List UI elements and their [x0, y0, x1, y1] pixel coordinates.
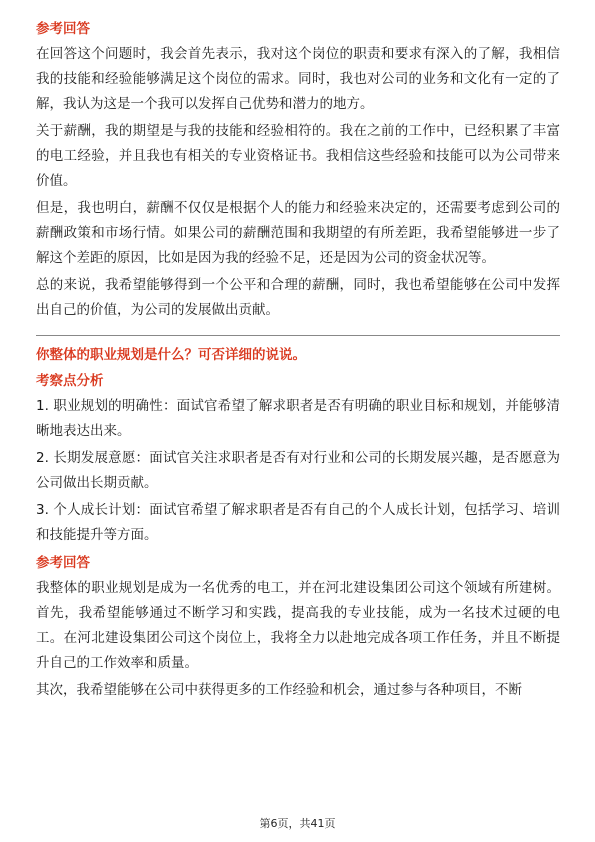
analysis-item: 1. 职业规划的明确性：面试官希望了解求职者是否有明确的职业目标和规划，并能够清晰地表达出来。	[36, 398, 560, 439]
answer-paragraph: 但是，我也明白，薪酬不仅仅是根据个人的能力和经验来决定的，还需要考虑到公司的薪酬政策和市场行情。如果公司的薪酬范围和我期望的有所差距，我希望能够进一步了解这个差距的原因，比如是因为我的经验不足，还是因为公司的资金状况等。	[36, 200, 560, 266]
analysis-item: 2. 长期发展意愿：面试官关注求职者是否有对行业和公司的长期发展兴趣，是否愿意为公司做出长期贡献。	[36, 450, 560, 491]
answer-paragraph: 其次，我希望能够在公司中获得更多的工作经验和机会，通过参与各种项目，不断	[36, 682, 522, 698]
answer-paragraph: 在回答这个问题时，我会首先表示，我对这个岗位的职责和要求有深入的了解，我相信我的技能和经验能够满足这个岗位的需求。同时，我也对公司的业务和文化有一定的了解，我认为这是一个我可以发挥自己优势和潜力的地方。	[36, 46, 560, 112]
answer-paragraph: 总的来说，我希望能够得到一个公平和合理的薪酬，同时，我也希望能够在公司中发挥出自己的价值，为公司的发展做出贡献。	[36, 277, 560, 318]
page-number: 第6页，共41页	[259, 817, 336, 830]
reference-answer-heading: 参考回答	[36, 555, 90, 571]
question-title: 你整体的职业规划是什么？可否详细的说说。	[36, 347, 306, 363]
analysis-heading: 考察点分析	[36, 373, 104, 389]
document-page	[36, 14, 560, 705]
section-divider	[36, 335, 560, 336]
reference-answer-heading: 参考回答	[36, 21, 90, 37]
answer-paragraph: 关于薪酬，我的期望是与我的技能和经验相符的。我在之前的工作中，已经积累了丰富的电工经验，并且我也有相关的专业资格证书。我相信这些经验和技能可以为公司带来价值。	[36, 123, 560, 189]
answer-paragraph: 我整体的职业规划是成为一名优秀的电工，并在河北建设集团公司这个领域有所建树。首先，我希望能够通过不断学习和实践，提高我的专业技能，成为一名技术过硬的电工。在河北建设集团公司这个岗位上，我将全力以赴地完成各项工作任务，并且不断提升自己的工作效率和质量。	[36, 580, 560, 671]
analysis-item: 3. 个人成长计划：面试官希望了解求职者是否有自己的个人成长计划，包括学习、培训和技能提升等方面。	[36, 502, 560, 543]
